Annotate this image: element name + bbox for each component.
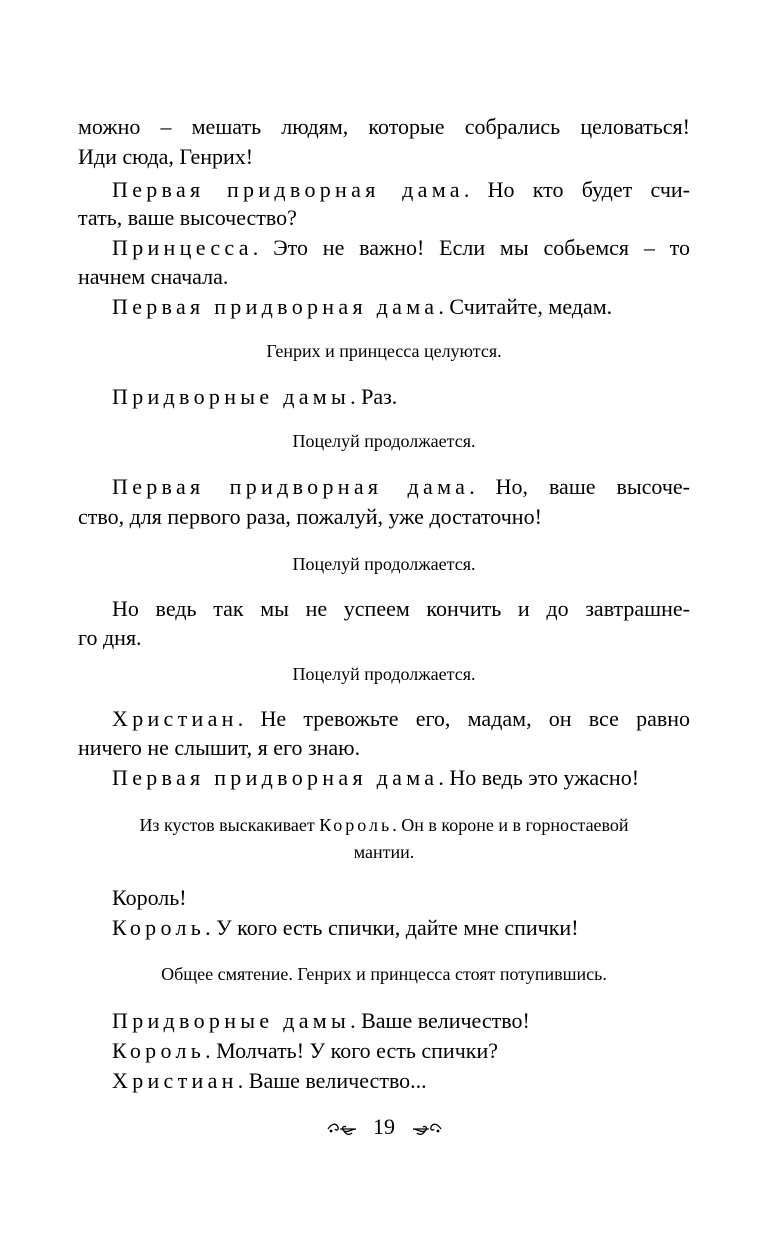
speech-text: . Но кто будет счи- xyxy=(463,177,690,202)
speaker-name: Придворные дамы xyxy=(112,1008,351,1033)
dialogue-line xyxy=(112,765,639,791)
speech-text: . Ваше величество! xyxy=(350,1008,530,1033)
text-line: ничего не слышит, я его знаю. xyxy=(78,735,361,760)
dialogue-line xyxy=(112,294,612,320)
speaker-name: Христиан xyxy=(112,1068,238,1093)
stage-direction: Поцелуй продолжается. xyxy=(292,431,476,451)
speech-text: . Это не важно! Если мы собьемся – то xyxy=(252,235,690,260)
speaker-name: Придворные дамы xyxy=(112,384,351,409)
speech-text: . Считайте, медам. xyxy=(438,294,613,319)
stage-direction: Генрих и принцесса целуются. xyxy=(266,341,502,361)
page-number: 19 xyxy=(373,1114,395,1139)
dialogue-line xyxy=(112,706,690,732)
text-line: тать, ваше высочество? xyxy=(78,205,297,230)
stage-direction: мантии. xyxy=(353,842,415,862)
text-line: го дня. xyxy=(78,625,142,650)
speaker-name: Первая придворная дама xyxy=(112,294,439,319)
speaker-name: Христиан xyxy=(112,706,238,731)
speech-text: . Но, ваше высоче- xyxy=(469,474,690,499)
speech-text: . Не тревожьте его, мадам, он все равно xyxy=(237,706,690,731)
speech-text: . Но ведь это ужасно! xyxy=(438,765,640,790)
stage-direction: Поцелуй продолжается. xyxy=(292,554,476,574)
text-line: можно – мешать людям, которые собрались целоваться! xyxy=(78,114,690,139)
dialogue-line xyxy=(112,1038,498,1064)
speaker-name: Король xyxy=(112,1038,206,1063)
text-line: начнем сначала. xyxy=(78,264,229,289)
left-scroll-ornament-icon xyxy=(326,1119,358,1139)
speaker-name: Первая придворная дама xyxy=(112,177,464,202)
speaker-name: Первая придворная дама xyxy=(112,474,470,499)
dialogue-line xyxy=(112,384,397,410)
right-scroll-ornament-icon xyxy=(411,1119,443,1139)
dialogue-line xyxy=(112,915,579,941)
speaker-name: Король xyxy=(112,915,206,940)
text-line: ство, для первого раза, пожалуй, уже достаточно! xyxy=(78,504,542,529)
text-line: Король! xyxy=(112,885,187,910)
text-line: Иди сюда, Генрих! xyxy=(78,144,254,169)
dialogue-line xyxy=(112,1068,427,1094)
stage-direction: Поцелуй продолжается. xyxy=(292,664,476,684)
speech-text: . Раз. xyxy=(350,384,398,409)
dialogue-line xyxy=(112,177,690,203)
text-line: Но ведь так мы не успеем кончить и до завтрашне- xyxy=(112,596,690,621)
speaker-name: Первая придворная дама xyxy=(112,765,439,790)
speech-text: . У кого есть спички, дайте мне спички! xyxy=(205,915,579,940)
speech-text: . Молчать! У кого есть спички? xyxy=(205,1038,498,1063)
speech-text: . Ваше величество... xyxy=(237,1068,427,1093)
stage-direction xyxy=(40,813,728,837)
dialogue-line xyxy=(112,1008,530,1034)
direction-text: Из кустов выскакивает xyxy=(139,815,320,835)
dialogue-line xyxy=(112,474,690,500)
dialogue-line xyxy=(112,235,690,261)
speaker-name: Принцесса xyxy=(112,235,253,260)
page-footer xyxy=(0,1112,768,1142)
stage-direction: Общее смятение. Генрих и принцесса стоят потупившись. xyxy=(161,964,607,984)
direction-text: . Он в короне и в горностаевой xyxy=(392,815,629,835)
speaker-name: Король xyxy=(319,815,393,835)
